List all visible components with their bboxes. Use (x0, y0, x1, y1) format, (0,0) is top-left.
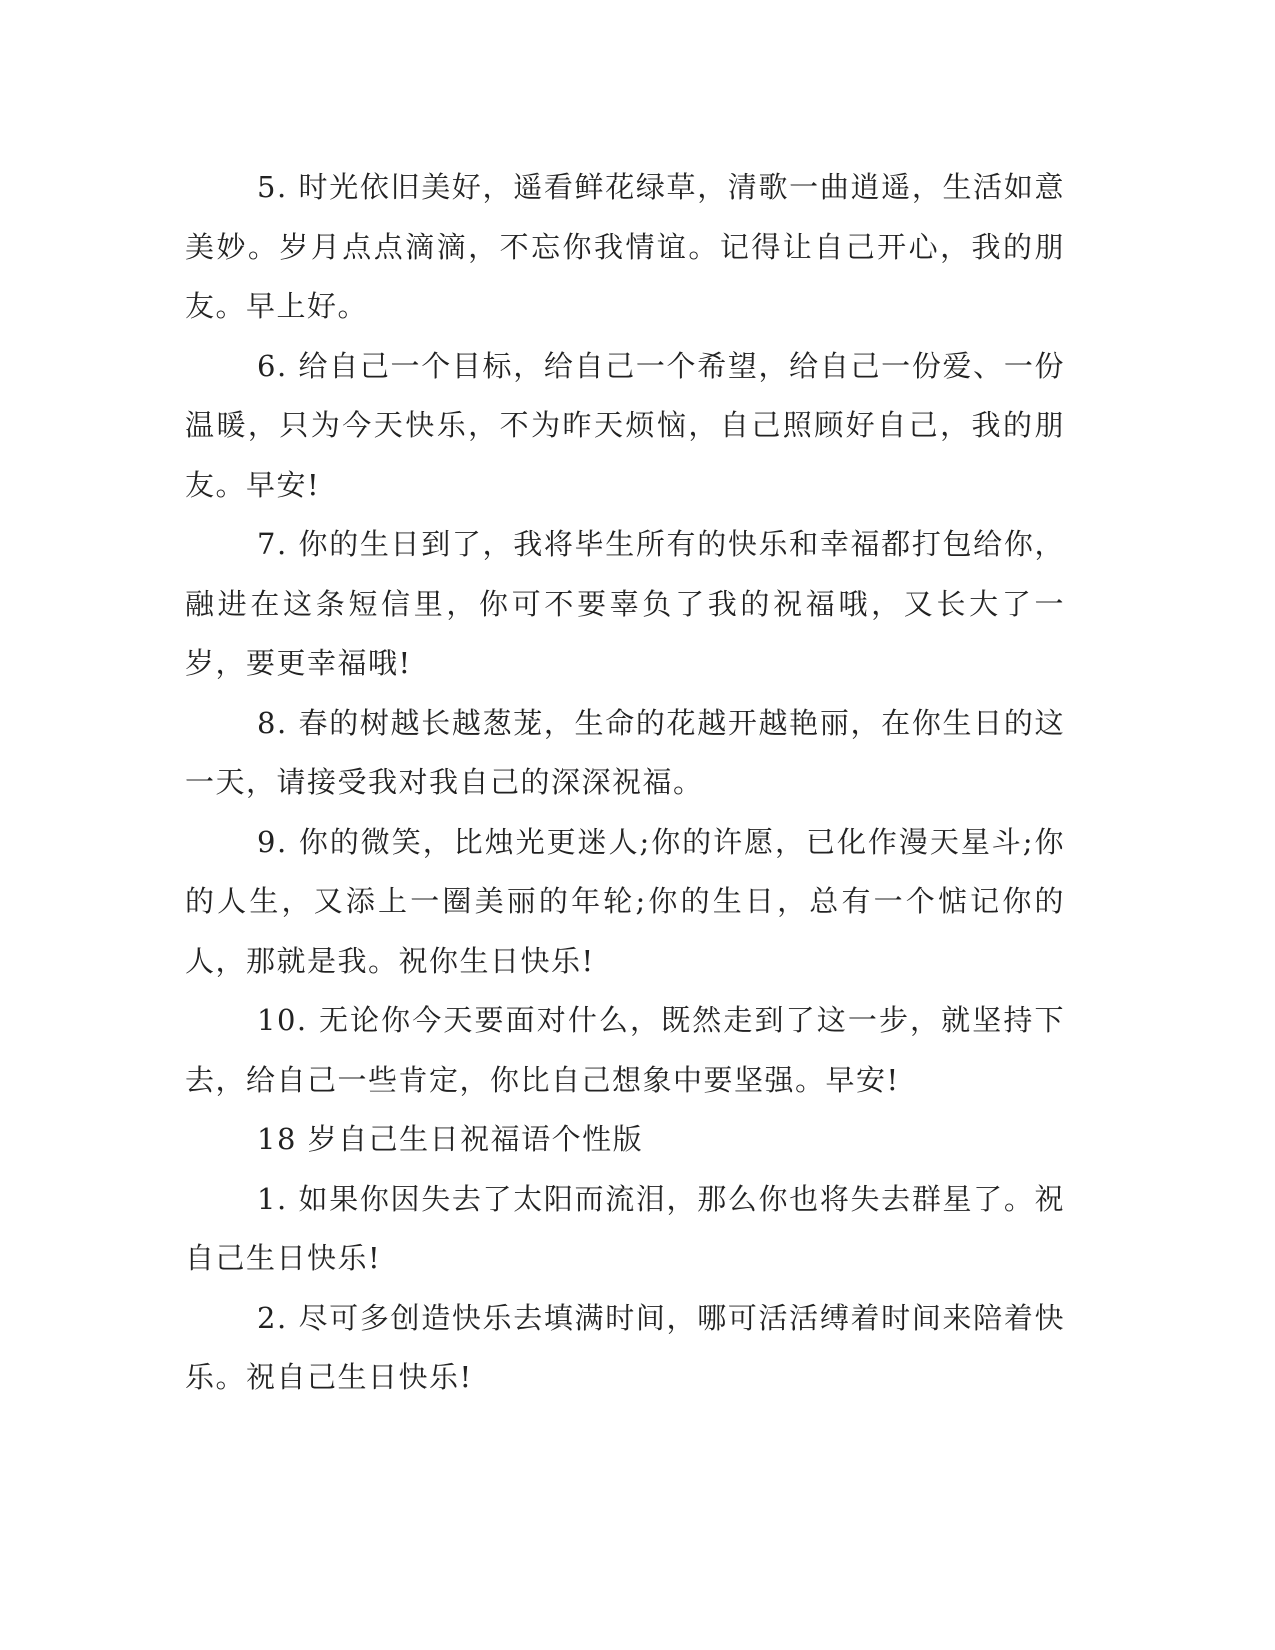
paragraph-item-1: 1. 如果你因失去了太阳而流泪，那么你也将失去群星了。祝自己生日快乐! (185, 1181, 1065, 1275)
paragraph-item-2: 2. 尽可多创造快乐去填满时间，哪可活活缚着时间来陪着快乐。祝自己生日快乐! (185, 1300, 1065, 1394)
paragraph-item-10: 10. 无论你今天要面对什么，既然走到了这一步，就坚持下去，给自己一些肯定，你比自己想象中要坚强。早安! (185, 1003, 1065, 1097)
document-body (185, 158, 1065, 1408)
paragraph-item-5: 5. 时光依旧美好，遥看鲜花绿草，清歌一曲逍遥，生活如意美妙。岁月点点滴滴，不忘你我情谊。记得让自己开心，我的朋友。早上好。 (185, 170, 1065, 323)
paragraph-item-9: 9. 你的微笑，比烛光更迷人;你的许愿，已化作漫天星斗;你的人生，又添上一圈美丽的年轮;你的生日，总有一个惦记你的人，那就是我。祝你生日快乐! (185, 824, 1065, 978)
section-heading: 18 岁自己生日祝福语个性版 (257, 1122, 644, 1156)
paragraph-item-8: 8. 春的树越长越葱茏，生命的花越开越艳丽，在你生日的这一天，请接受我对我自己的深深祝福。 (185, 705, 1065, 799)
paragraph-item-7: 7. 你的生日到了，我将毕生所有的快乐和幸福都打包给你，融进在这条短信里，你可不要辜负了我的祝福哦，又长大了一岁，要更幸福哦! (185, 527, 1065, 680)
paragraph-item-6: 6. 给自己一个目标，给自己一个希望，给自己一份爱、一份温暖，只为今天快乐，不为昨天烦恼，自己照顾好自己，我的朋友。早安! (185, 348, 1065, 502)
